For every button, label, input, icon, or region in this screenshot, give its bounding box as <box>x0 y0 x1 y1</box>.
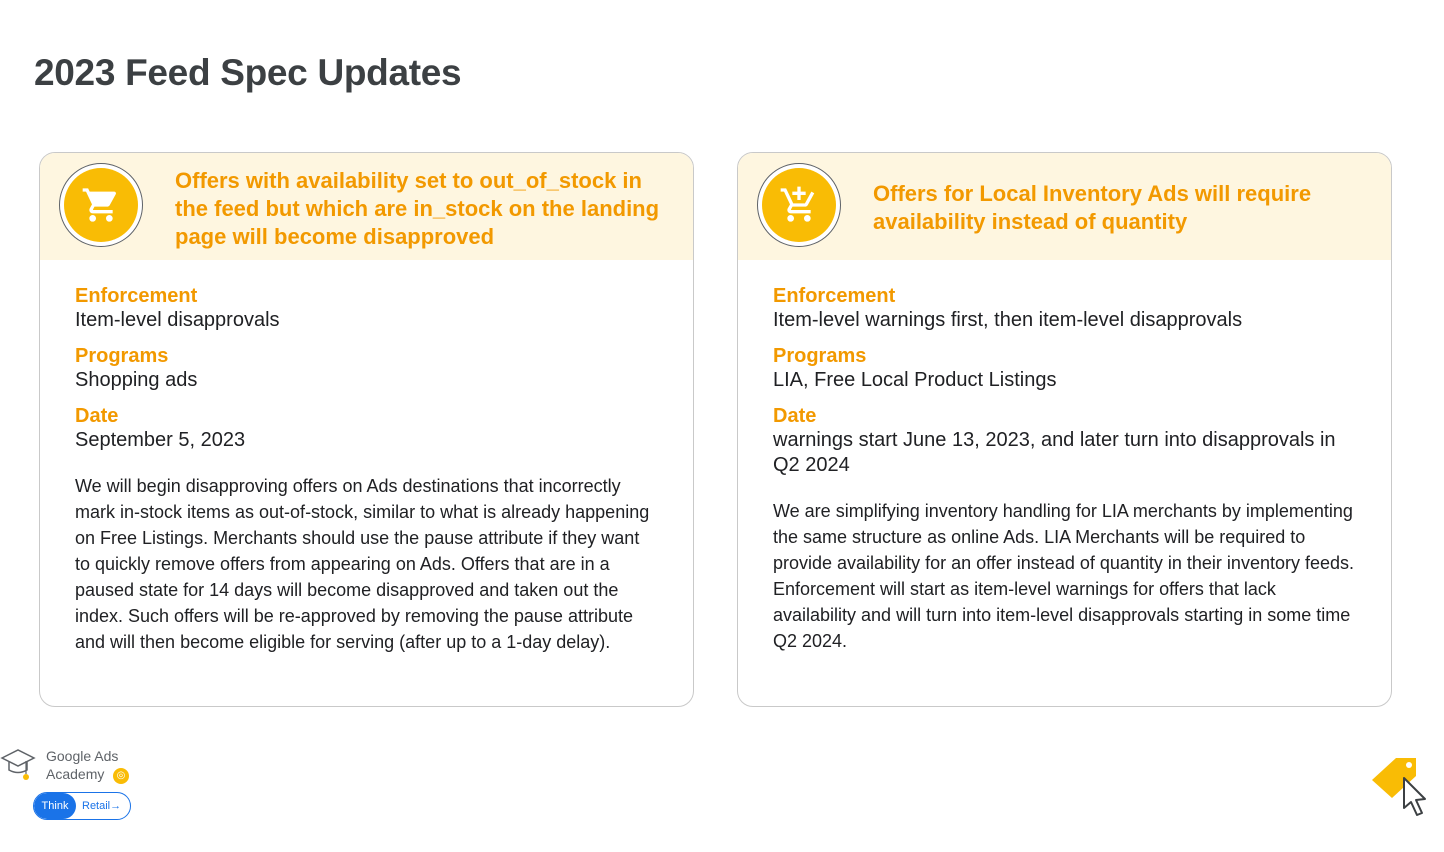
logo-line-1: Google Ads <box>46 748 119 764</box>
enforcement-value: Item-level warnings first, then item-level disapprovals <box>773 309 1243 331</box>
date-label: Date <box>75 405 119 427</box>
date-value: warnings start June 13, 2023, and later turn into disapprovals in Q2 2024 <box>773 429 1336 476</box>
think-label: Think <box>34 793 76 819</box>
date-value: September 5, 2023 <box>75 429 246 451</box>
card-header <box>738 153 1391 260</box>
programs-value: Shopping ads <box>75 369 198 391</box>
card-headline: Offers with availability set to out_of_stock in the feed but which are in_stock on the landing page will become disapproved <box>175 168 660 249</box>
logo-line-2: Academy <box>46 766 105 782</box>
price-tag-cursor-icon <box>1368 752 1438 824</box>
card-description: We will begin disapproving offers on Ads destinations that incorrectly mark in-stock items as out-of-stock, similar to what is already happening on Free Listings. Merchants should use the pause attribute if they want to quickly remove offers from appearing on Ads. Offers that are in a paused state for 14 days will become disapproved and taken out the index. Such offers will be re-approved by removing the pause attribute and will then become eligible for serving (after up to a 1-day delay). <box>75 476 650 652</box>
feed-update-card-out-of-stock <box>39 152 694 707</box>
card-body <box>773 284 1357 654</box>
card-header <box>40 153 693 260</box>
programs-label: Programs <box>75 345 169 367</box>
enforcement-value: Item-level disapprovals <box>75 309 280 331</box>
enforcement-label: Enforcement <box>75 285 198 307</box>
think-retail-badge <box>33 792 131 820</box>
retail-label: Retail→ <box>82 800 122 812</box>
programs-label: Programs <box>773 345 867 367</box>
card-headline: Offers for Local Inventory Ads will require availability instead of quantity <box>873 181 1312 234</box>
add-to-cart-icon <box>757 163 841 247</box>
feed-update-card-local-inventory <box>737 152 1392 707</box>
google-ads-academy-logo <box>0 745 150 835</box>
logo-text <box>46 747 118 783</box>
card-description: We are simplifying inventory handling for LIA merchants by implementing the same structure as online Ads. LIA Merchants will be required to provide availability for an offer instead of quantity in their inventory feeds. Enforcement will start as item-level warnings for offers that lack availability and will turn into item-level disapprovals starting in some time Q2 2024. <box>773 501 1355 651</box>
shopping-cart-icon <box>59 163 143 247</box>
card-body <box>75 284 659 655</box>
date-label: Date <box>773 405 817 427</box>
programs-value: LIA, Free Local Product Listings <box>773 369 1057 391</box>
page-title: 2023 Feed Spec Updates <box>34 52 462 93</box>
enforcement-label: Enforcement <box>773 285 896 307</box>
graduation-cap-icon <box>0 745 40 785</box>
coin-icon: ◎ <box>113 768 129 784</box>
